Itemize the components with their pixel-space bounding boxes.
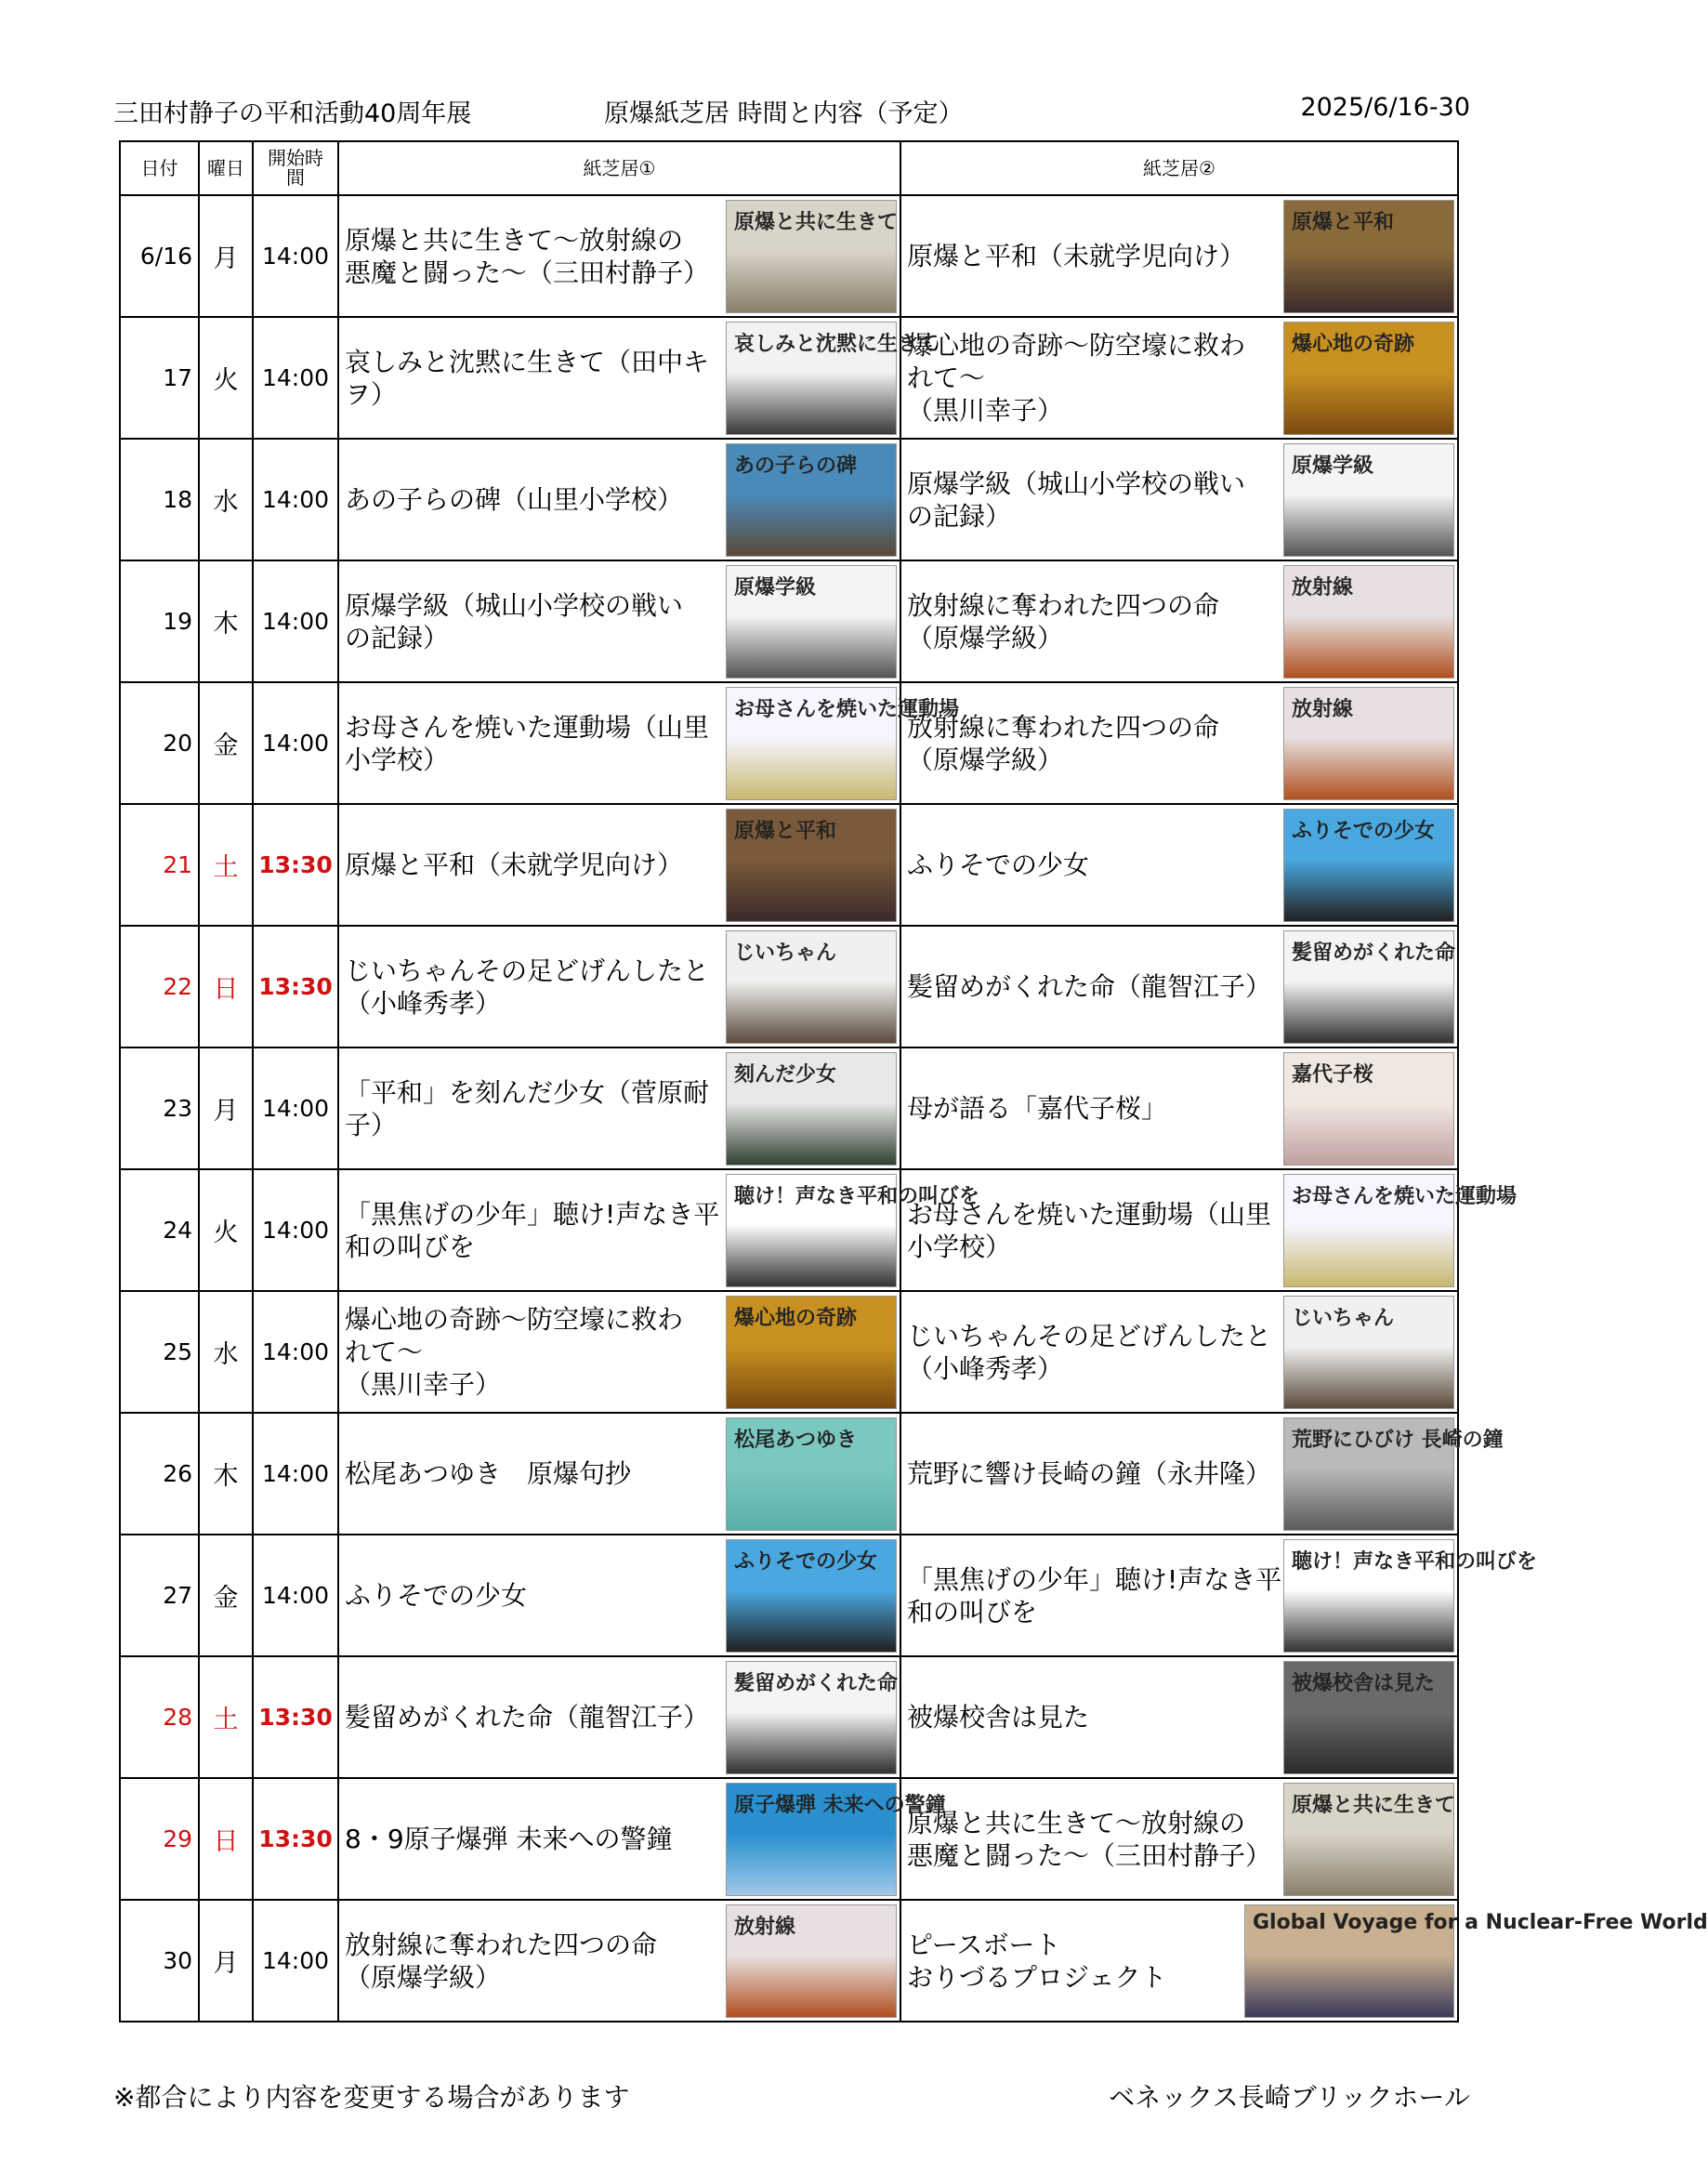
cover-illustration xyxy=(1284,1469,1453,1530)
kamishibai-1-cell xyxy=(338,560,900,682)
row-weekday: 水 xyxy=(199,1291,253,1413)
cover-illustration xyxy=(1284,373,1453,434)
row-date: 21 xyxy=(120,804,199,926)
table-row xyxy=(120,1169,1458,1291)
row-start-time: 13:30 xyxy=(253,1656,338,1778)
kamishibai-cover-image xyxy=(1283,930,1454,1044)
row-start-time: 13:30 xyxy=(253,926,338,1047)
kamishibai-cover-image xyxy=(1283,1174,1517,1287)
kamishibai-title: 被爆校舎は見た xyxy=(907,1702,1090,1733)
cover-illustration xyxy=(727,738,896,799)
cover-illustration xyxy=(1284,1834,1453,1895)
row-weekday: 水 xyxy=(199,439,253,560)
cover-illustration xyxy=(727,1834,896,1895)
kamishibai-cover-image xyxy=(1283,443,1454,557)
cover-title: 原爆学級 xyxy=(734,575,817,599)
cover-title: 原爆学級 xyxy=(1292,454,1374,478)
kamishibai-cover-image xyxy=(726,1296,897,1409)
row-date: 22 xyxy=(120,926,199,1047)
table-row xyxy=(120,926,1458,1047)
date-range: 2025/6/16-30 xyxy=(1300,93,1470,122)
change-notice: ※都合により内容を変更する場合があります xyxy=(113,2082,630,2113)
kamishibai-2-cell xyxy=(900,1413,1504,1535)
cover-title: 刻んだ少女 xyxy=(734,1062,837,1087)
cover-illustration xyxy=(1284,982,1453,1043)
venue-name: ベネックス長崎ブリックホール xyxy=(1109,2082,1470,2113)
row-weekday: 土 xyxy=(199,1656,253,1778)
cover-title: じいちゃん xyxy=(1292,1306,1395,1330)
row-start-time: 14:00 xyxy=(253,1169,338,1291)
kamishibai-cover-image xyxy=(726,1661,897,1774)
kamishibai-1-cell xyxy=(338,195,900,317)
schedule-table xyxy=(119,140,1708,2022)
kamishibai-title: じいちゃんその足どげんしたと （小峰秀孝） xyxy=(345,955,710,1019)
row-weekday: 金 xyxy=(199,1535,253,1656)
kamishibai-cover-image xyxy=(726,200,897,313)
kamishibai-cover-image xyxy=(726,1783,946,1896)
row-weekday: 木 xyxy=(199,560,253,682)
row-date: 20 xyxy=(120,682,199,804)
kamishibai-2-cell xyxy=(900,1778,1458,1900)
kamishibai-title: 原爆学級（城山小学校の戦い の記録） xyxy=(907,468,1246,532)
row-weekday: 火 xyxy=(199,317,253,439)
kamishibai-title: 「平和」を刻んだ少女（菅原耐 子） xyxy=(345,1076,710,1140)
cover-title: 原子爆弾 未来への警鐘 xyxy=(734,1793,946,1817)
row-date: 19 xyxy=(120,560,199,682)
cover-illustration xyxy=(727,494,896,556)
kamishibai-cover-image xyxy=(1283,687,1454,800)
kamishibai-title: 哀しみと沈黙に生きて（田中キ ヲ） xyxy=(345,346,710,410)
cover-illustration xyxy=(1284,1103,1453,1165)
table-row xyxy=(120,1413,1458,1535)
kamishibai-cover-image xyxy=(726,809,897,922)
cover-title: 髪留めがくれた命 xyxy=(1292,941,1456,965)
row-start-time: 14:00 xyxy=(253,195,338,317)
kamishibai-cover-image xyxy=(726,1417,897,1531)
cover-title: じいちゃん xyxy=(734,941,837,965)
kamishibai-title: じいちゃんその足どげんしたと （小峰秀孝） xyxy=(907,1320,1272,1384)
row-weekday: 月 xyxy=(199,195,253,317)
cover-title: 原爆と平和 xyxy=(734,819,837,843)
kamishibai-cover-image xyxy=(1283,565,1454,679)
cover-title: 爆心地の奇跡 xyxy=(1292,332,1415,356)
row-start-time: 14:00 xyxy=(253,1413,338,1535)
kamishibai-title: ピースボート おりづるプロジェクト xyxy=(907,1929,1167,1993)
row-date: 25 xyxy=(120,1291,199,1413)
kamishibai-title: 爆心地の奇跡～防空壕に救わ れて～ （黒川幸子） xyxy=(907,330,1246,426)
kamishibai-2-cell xyxy=(900,439,1458,560)
row-weekday: 月 xyxy=(199,1047,253,1169)
cover-illustration xyxy=(1284,860,1453,921)
kamishibai-title: ふりそでの少女 xyxy=(345,1580,528,1611)
kamishibai-1-cell xyxy=(338,804,900,926)
row-date: 29 xyxy=(120,1778,199,1900)
kamishibai-cover-image xyxy=(1283,1783,1454,1896)
col-header-date: 日付 xyxy=(120,141,199,195)
cover-title: 聴け！声なき平和の叫びを xyxy=(1292,1549,1538,1574)
row-start-time: 14:00 xyxy=(253,560,338,682)
cover-title: ふりそでの少女 xyxy=(1292,819,1436,843)
kamishibai-1-cell xyxy=(338,439,900,560)
cover-illustration xyxy=(1284,738,1453,799)
row-start-time: 14:00 xyxy=(253,317,338,439)
kamishibai-title: ふりそでの少女 xyxy=(907,850,1090,880)
kamishibai-1-cell xyxy=(338,1656,900,1778)
kamishibai-cover-image xyxy=(726,687,960,800)
cover-title: 荒野にひびけ 長崎の鐘 xyxy=(1292,1428,1504,1452)
table-row xyxy=(120,317,1458,439)
row-start-time: 14:00 xyxy=(253,682,338,804)
cover-title: 嘉代子桜 xyxy=(1292,1062,1374,1087)
cover-illustration xyxy=(1284,1712,1453,1773)
row-start-time: 14:00 xyxy=(253,1291,338,1413)
row-weekday: 木 xyxy=(199,1413,253,1535)
kamishibai-cover-image xyxy=(1244,1904,1708,2018)
cover-illustration xyxy=(727,1590,896,1652)
table-row xyxy=(120,682,1458,804)
cover-illustration xyxy=(727,1956,896,2017)
cover-title: ふりそでの少女 xyxy=(734,1549,878,1574)
row-date: 6/16 xyxy=(120,195,199,317)
row-date: 28 xyxy=(120,1656,199,1778)
cover-illustration xyxy=(727,616,896,678)
row-start-time: 13:30 xyxy=(253,804,338,926)
kamishibai-cover-image xyxy=(1283,1661,1454,1774)
cover-illustration xyxy=(727,860,896,921)
kamishibai-title: 原爆と共に生きて～放射線の 悪魔と闘った～（三田村静子） xyxy=(345,224,710,288)
kamishibai-title: 松尾あつゆき 原爆句抄 xyxy=(345,1458,632,1489)
table-row xyxy=(120,1900,1458,2022)
cover-illustration xyxy=(1284,494,1453,556)
kamishibai-title: 原爆と平和（未就学児向け） xyxy=(907,241,1246,271)
kamishibai-title: 放射線に奪われた四つの命 （原爆学級） xyxy=(907,711,1220,775)
table-row xyxy=(120,1778,1458,1900)
cover-title: 原爆と共に生きて xyxy=(734,210,899,234)
cover-title: 被爆校舎は見た xyxy=(1292,1671,1436,1695)
kamishibai-1-cell xyxy=(338,682,960,804)
row-weekday: 土 xyxy=(199,804,253,926)
row-date: 17 xyxy=(120,317,199,439)
kamishibai-title: 原爆学級（城山小学校の戦い の記録） xyxy=(345,589,684,653)
kamishibai-2-cell xyxy=(900,1047,1458,1169)
kamishibai-title: 髪留めがくれた命（龍智江子） xyxy=(345,1702,710,1733)
kamishibai-2-cell xyxy=(900,1535,1538,1656)
row-date: 18 xyxy=(120,439,199,560)
cover-illustration xyxy=(1284,1590,1453,1652)
row-start-time: 14:00 xyxy=(253,1900,338,2022)
kamishibai-2-cell xyxy=(900,560,1458,682)
cover-title: 放射線 xyxy=(1292,575,1354,599)
kamishibai-cover-image xyxy=(1283,1539,1538,1653)
cover-illustration xyxy=(727,1469,896,1530)
cover-title: 松尾あつゆき xyxy=(734,1428,858,1452)
kamishibai-1-cell xyxy=(338,1169,980,1291)
table-row xyxy=(120,804,1458,926)
kamishibai-1-cell xyxy=(338,317,939,439)
row-weekday: 月 xyxy=(199,1900,253,2022)
col-header-kamishibai-2: 紙芝居② xyxy=(900,141,1458,195)
cover-illustration xyxy=(727,1103,896,1165)
cover-title: 爆心地の奇跡 xyxy=(734,1306,858,1330)
kamishibai-2-cell xyxy=(900,317,1458,439)
kamishibai-title: 「黒焦げの少年」聴け!声なき平 和の叫びを xyxy=(345,1198,720,1262)
kamishibai-1-cell xyxy=(338,926,900,1047)
kamishibai-cover-image xyxy=(1283,1417,1504,1531)
col-header-time: 開始時 間 xyxy=(253,141,338,195)
schedule-title: 原爆紙芝居 時間と内容（予定） xyxy=(604,99,964,128)
cover-illustration xyxy=(1284,1347,1453,1408)
row-weekday: 火 xyxy=(199,1169,253,1291)
cover-illustration xyxy=(1284,251,1453,312)
kamishibai-2-cell xyxy=(900,926,1458,1047)
kamishibai-cover-image xyxy=(726,443,897,557)
row-weekday: 日 xyxy=(199,1778,253,1900)
kamishibai-cover-image xyxy=(1283,200,1454,313)
kamishibai-1-cell xyxy=(338,1413,900,1535)
table-row xyxy=(120,195,1458,317)
kamishibai-title: 8・9原子爆弾 未来への警鐘 xyxy=(345,1824,673,1854)
kamishibai-title: 母が語る「嘉代子桜」 xyxy=(907,1093,1168,1124)
row-date: 27 xyxy=(120,1535,199,1656)
row-weekday: 金 xyxy=(199,682,253,804)
cover-illustration xyxy=(1245,1956,1453,2017)
row-date: 26 xyxy=(120,1413,199,1535)
kamishibai-1-cell xyxy=(338,1047,900,1169)
row-start-time: 14:00 xyxy=(253,1047,338,1169)
table-row xyxy=(120,1291,1458,1413)
table-row xyxy=(120,560,1458,682)
cover-title: Global Voyage for a Nuclear-Free World xyxy=(1253,1910,1708,1934)
kamishibai-cover-image xyxy=(726,1539,897,1653)
kamishibai-cover-image xyxy=(726,930,897,1044)
kamishibai-1-cell xyxy=(338,1778,946,1900)
kamishibai-1-cell xyxy=(338,1291,900,1413)
kamishibai-2-cell xyxy=(900,1900,1708,2022)
exhibition-title: 三田村静子の平和活動40周年展 xyxy=(113,99,472,128)
table-row xyxy=(120,1535,1458,1656)
kamishibai-2-cell xyxy=(900,1169,1517,1291)
kamishibai-1-cell xyxy=(338,1900,900,2022)
kamishibai-title: あの子らの碑（山里小学校） xyxy=(345,484,684,515)
cover-illustration xyxy=(727,982,896,1043)
row-date: 30 xyxy=(120,1900,199,2022)
cover-title: 髪留めがくれた命 xyxy=(734,1671,899,1695)
cover-illustration xyxy=(1284,1225,1453,1286)
kamishibai-cover-image xyxy=(726,1052,897,1166)
kamishibai-title: 髪留めがくれた命（龍智江子） xyxy=(907,971,1272,1002)
cover-title: 原爆と共に生きて xyxy=(1292,1793,1456,1817)
kamishibai-cover-image xyxy=(726,565,897,679)
cover-illustration xyxy=(727,1225,896,1286)
cover-illustration xyxy=(1284,616,1453,678)
cover-title: 放射線 xyxy=(1292,697,1354,721)
cover-illustration xyxy=(727,1712,896,1773)
kamishibai-cover-image xyxy=(726,1904,897,2018)
cover-title: 聴け！声なき平和の叫びを xyxy=(734,1184,980,1208)
cover-illustration xyxy=(727,251,896,312)
kamishibai-2-cell xyxy=(900,804,1458,926)
row-date: 24 xyxy=(120,1169,199,1291)
cover-title: 原爆と平和 xyxy=(1292,210,1395,234)
col-header-dow: 曜日 xyxy=(199,141,253,195)
kamishibai-cover-image xyxy=(726,322,939,435)
table-row xyxy=(120,1047,1458,1169)
row-start-time: 14:00 xyxy=(253,1535,338,1656)
row-date: 23 xyxy=(120,1047,199,1169)
cover-title: お母さんを焼いた運動場 xyxy=(734,697,960,721)
row-start-time: 14:00 xyxy=(253,439,338,560)
kamishibai-title: 原爆と平和（未就学児向け） xyxy=(345,850,684,880)
kamishibai-2-cell xyxy=(900,1291,1458,1413)
kamishibai-1-cell xyxy=(338,1535,900,1656)
kamishibai-cover-image xyxy=(1283,1296,1454,1409)
kamishibai-2-cell xyxy=(900,682,1458,804)
row-weekday: 日 xyxy=(199,926,253,1047)
cover-illustration xyxy=(727,1347,896,1408)
table-header-row xyxy=(120,141,1458,195)
cover-title: 放射線 xyxy=(734,1915,796,1939)
kamishibai-title: お母さんを焼いた運動場（山里 小学校） xyxy=(907,1198,1272,1262)
cover-title: 哀しみと沈黙に生きて xyxy=(734,332,939,356)
kamishibai-title: お母さんを焼いた運動場（山里 小学校） xyxy=(345,711,710,775)
kamishibai-title: 荒野に響け長崎の鐘（永井隆） xyxy=(907,1458,1272,1489)
kamishibai-cover-image xyxy=(1283,322,1454,435)
kamishibai-2-cell xyxy=(900,195,1458,317)
row-start-time: 13:30 xyxy=(253,1778,338,1900)
kamishibai-title: 原爆と共に生きて～放射線の 悪魔と闘った～（三田村静子） xyxy=(907,1807,1272,1871)
kamishibai-title: 「黒焦げの少年」聴け!声なき平 和の叫びを xyxy=(907,1563,1282,1627)
table-row xyxy=(120,439,1458,560)
kamishibai-cover-image xyxy=(1283,1052,1454,1166)
kamishibai-title: 爆心地の奇跡～防空壕に救わ れて～ （黒川幸子） xyxy=(345,1304,684,1400)
cover-title: あの子らの碑 xyxy=(734,454,858,478)
kamishibai-cover-image xyxy=(1283,809,1454,922)
col-header-kamishibai-1: 紙芝居① xyxy=(338,141,900,195)
kamishibai-title: 放射線に奪われた四つの命 （原爆学級） xyxy=(345,1929,658,1993)
table-row xyxy=(120,1656,1458,1778)
cover-title: お母さんを焼いた運動場 xyxy=(1292,1184,1517,1208)
kamishibai-cover-image xyxy=(726,1174,980,1287)
kamishibai-2-cell xyxy=(900,1656,1458,1778)
cover-illustration xyxy=(727,373,896,434)
kamishibai-title: 放射線に奪われた四つの命 （原爆学級） xyxy=(907,589,1220,653)
